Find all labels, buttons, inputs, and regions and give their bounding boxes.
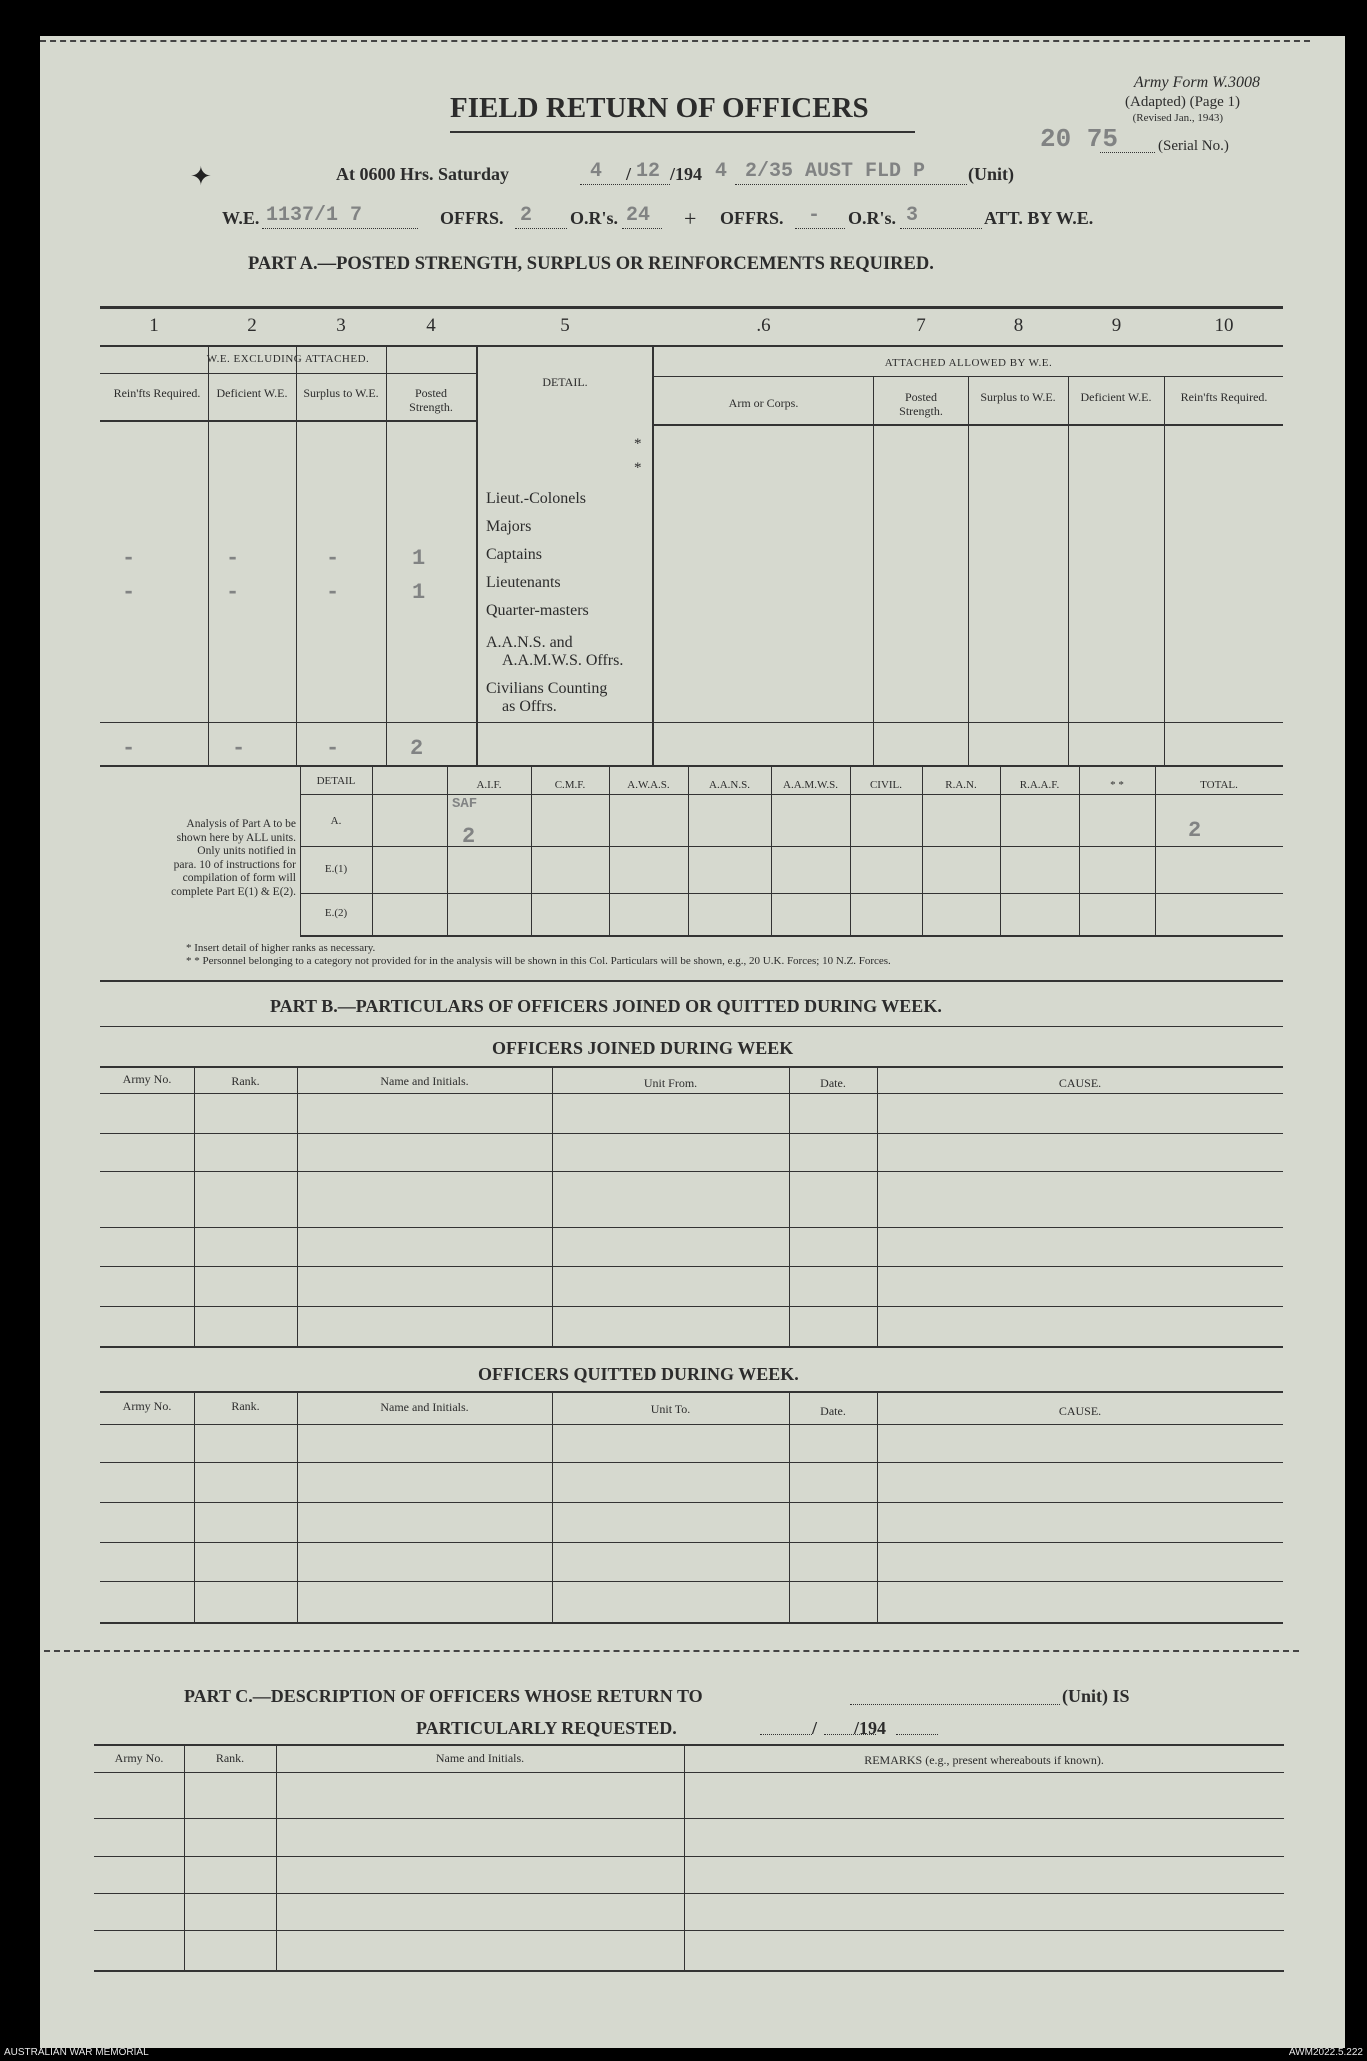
part-a-title: PART A.—POSTED STRENGTH, SURPLUS OR REINFORCEMENTS REQUIRED. xyxy=(248,254,934,274)
stamp-capt-surplus: - xyxy=(326,546,340,571)
serial-stamp: 20 75 xyxy=(1040,124,1119,154)
title-underline xyxy=(450,131,915,133)
analysis-col-other: * * xyxy=(1110,779,1124,791)
joined-title: OFFICERS JOINED DURING WEEK xyxy=(492,1038,794,1058)
we-stamp: 1137/1 7 xyxy=(266,204,363,227)
rank-aans: A.A.N.S. and xyxy=(486,634,573,651)
unit-dots xyxy=(735,184,967,185)
quitted-header-rank: Rank. xyxy=(231,1399,260,1413)
header-posted-strength: Posted Strength. xyxy=(409,386,453,414)
top-cut-line xyxy=(40,40,1310,42)
part-c-header-rank: Rank. xyxy=(215,1751,245,1765)
col-number-6: .6 xyxy=(756,315,771,336)
joined-header-army-no: Army No. xyxy=(122,1072,172,1086)
analysis-col-ran: R.A.N. xyxy=(945,779,977,791)
analysis-row-e1: E.(1) xyxy=(324,863,348,875)
part-b-title: PART B.—PARTICULARS OF OFFICERS JOINED OR QUITTED DURING WEEK. xyxy=(270,996,942,1016)
footnote-1: * Insert detail of higher ranks as necessary. xyxy=(186,942,376,954)
year-prefix: /194 xyxy=(670,164,703,184)
we-dots xyxy=(262,228,418,229)
analysis-row-e2: E.(2) xyxy=(324,907,348,919)
part-c-line2-prefix: PARTICULARLY REQUESTED. xyxy=(416,1718,677,1738)
header-arm-or-corps: Arm or Corps. xyxy=(728,396,799,410)
part-c-line1-prefix: PART C.—DESCRIPTION OF OFFICERS WHOSE RETURN TO xyxy=(184,1686,703,1706)
serial-label: (Serial No.) xyxy=(1158,138,1229,154)
analysis-note: Analysis of Part A to be shown here by ALL units. Only units notified in para. 10 of instructions for compilation of form will complete Part E(1) & E(2). xyxy=(171,818,296,898)
rank-majors: Majors xyxy=(486,518,532,535)
stamp-lieut-posted: 1 xyxy=(412,580,426,605)
header-surplus: Surplus to W.E. xyxy=(303,386,379,400)
analysis-col-aans: A.A.N.S. xyxy=(709,779,750,791)
quitted-title: OFFICERS QUITTED DURING WEEK. xyxy=(478,1364,799,1384)
analysis-row-a: A. xyxy=(330,815,342,827)
header-deficient: Deficient W.E. xyxy=(216,386,288,400)
stamp-total-reinf: - xyxy=(122,736,136,761)
analysis-col-aif: A.I.F. xyxy=(476,779,502,791)
stamp-lieut-reinf: - xyxy=(122,580,136,605)
form-id-line3: (Revised Jan., 1943) xyxy=(1132,112,1223,124)
rank-aamws: A.A.M.W.S. Offrs. xyxy=(502,652,624,669)
day-stamp: 4 xyxy=(590,160,603,183)
analysis-detail-header: DETAIL xyxy=(316,775,356,787)
joined-header-unit-from: Unit From. xyxy=(643,1076,698,1090)
footer-right: AWM2022.5.222 xyxy=(1288,2047,1363,2058)
part-c-header-name: Name and Initials. xyxy=(435,1751,525,1765)
part-a-top-rule xyxy=(100,306,1283,309)
att-label: ATT. BY W.E. xyxy=(984,208,1094,228)
total-value-stamp: 2 xyxy=(1188,818,1202,843)
offrs1-label: OFFRS. xyxy=(440,208,504,228)
rank-lieutenants: Lieutenants xyxy=(486,574,561,591)
month-stamp: 12 xyxy=(636,160,661,183)
quitted-header-army-no: Army No. xyxy=(122,1399,172,1413)
plus-sign: + xyxy=(684,206,697,231)
part-c-year-dots xyxy=(896,1734,938,1735)
analysis-col-raaf: R.A.A.F. xyxy=(1019,779,1060,791)
unit-stamp: 2/35 AUST FLD P xyxy=(745,160,926,183)
joined-header-date: Date. xyxy=(820,1076,846,1090)
group-header-right: ATTACHED ALLOWED BY W.E. xyxy=(884,357,1053,369)
part-c-line1-suffix: (Unit) IS xyxy=(1062,1686,1130,1706)
year-digit-stamp: 4 xyxy=(715,160,728,183)
col-number-10: 10 xyxy=(1214,315,1234,336)
col-number-7: 7 xyxy=(916,315,926,336)
we-label: W.E. xyxy=(222,208,260,228)
col-number-9: 9 xyxy=(1111,315,1122,336)
header-posted-strength-att: Posted Strength. xyxy=(899,390,943,418)
serial-dots xyxy=(1100,152,1155,153)
stamp-capt-deficient: - xyxy=(226,546,240,571)
col-number-1: 1 xyxy=(149,315,159,336)
rank-captains: Captains xyxy=(486,546,542,563)
col-number-3: 3 xyxy=(336,315,346,336)
joined-header-cause: CAUSE. xyxy=(1058,1076,1102,1090)
joined-header-rank: Rank. xyxy=(231,1074,260,1088)
ors1-dots xyxy=(622,228,662,229)
stamp-capt-reinf: - xyxy=(122,546,136,571)
ink-mark: ✦ xyxy=(190,162,212,191)
rank-civilians-2: as Offrs. xyxy=(502,698,557,715)
rank-lieut-colonels: Lieut.-Colonels xyxy=(486,490,586,507)
quitted-header-unit-to: Unit To. xyxy=(650,1402,691,1416)
col-number-2: 2 xyxy=(247,315,257,336)
stamp-capt-posted: 1 xyxy=(412,546,426,571)
asterisk-1: * xyxy=(634,436,642,452)
header-deficient-att: Deficient W.E. xyxy=(1080,390,1152,404)
unit-label: (Unit) xyxy=(968,164,1014,184)
ors2-dots xyxy=(900,228,982,229)
aif-stamp: SAF xyxy=(452,796,478,812)
analysis-col-cmf: C.M.F. xyxy=(554,779,586,791)
part-c-header-remarks: REMARKS (e.g., present whereabouts if known). xyxy=(864,1753,1104,1767)
asterisk-2: * xyxy=(634,460,642,476)
part-c-cut-line xyxy=(44,1650,1299,1652)
part-c-header-army-no: Army No. xyxy=(114,1751,164,1765)
footer-left: AUSTRALIAN WAR MEMORIAL xyxy=(4,2047,149,2058)
stamp-total-deficient: - xyxy=(232,736,246,761)
quitted-header-cause: CAUSE. xyxy=(1058,1404,1102,1418)
ors1-stamp: 24 xyxy=(626,204,651,227)
col-number-4: 4 xyxy=(426,315,436,336)
part-c-year: /194 xyxy=(854,1718,887,1738)
stamp-total-surplus: - xyxy=(326,736,340,761)
offrs2-stamp: - xyxy=(808,204,821,227)
header-reinforcements-att: Rein'fts Required. xyxy=(1180,390,1268,404)
form-id-line1: Army Form W.3008 xyxy=(1133,74,1260,91)
ors2-label: O.R's. xyxy=(848,208,897,228)
offrs1-stamp: 2 xyxy=(520,204,533,227)
quitted-header-name: Name and Initials. xyxy=(380,1400,469,1414)
date-dots xyxy=(580,184,670,185)
analysis-col-aamws: A.A.M.W.S. xyxy=(783,779,838,791)
footnote-2: * * Personnel belonging to a category not provided for in the analysis will be shown in this Col. Particulars will be shown, e.g., 20 U.K. Forces; 10 N.Z. Forces. xyxy=(186,955,891,967)
stamp-total-posted: 2 xyxy=(410,736,424,761)
group-header-left: W.E. EXCLUDING ATTACHED. xyxy=(206,353,370,365)
analysis-col-total: TOTAL. xyxy=(1200,779,1238,791)
ors1-label: O.R's. xyxy=(570,208,619,228)
analysis-col-awas: A.W.A.S. xyxy=(627,779,670,791)
joined-header-name: Name and Initials. xyxy=(380,1074,469,1088)
col-number-8: 8 xyxy=(1013,315,1024,336)
analysis-col-civil: CIVIL. xyxy=(869,779,903,791)
detail-header: DETAIL. xyxy=(542,375,588,389)
stamp-lieut-surplus: - xyxy=(326,580,340,605)
aif-value-stamp: 2 xyxy=(462,824,476,849)
header-reinforcements-required: Rein'fts Required. xyxy=(113,386,201,400)
ors2-stamp: 3 xyxy=(906,204,919,227)
offrs2-dots xyxy=(795,228,845,229)
part-c-unit-dots xyxy=(850,1704,1060,1705)
part-c-day-dots xyxy=(760,1734,812,1735)
header-surplus-att: Surplus to W.E. xyxy=(980,390,1056,404)
header-prefix: At 0600 Hrs. Saturday xyxy=(336,164,510,184)
form-id-line2: (Adapted) (Page 1) xyxy=(1125,94,1240,110)
offrs2-label: OFFRS. xyxy=(720,208,784,228)
rank-civilians: Civilians Counting xyxy=(486,680,608,697)
col-number-5: 5 xyxy=(560,315,570,336)
form-title: FIELD RETURN OF OFFICERS xyxy=(450,92,869,124)
quitted-header-date: Date. xyxy=(820,1404,846,1418)
offrs1-dots xyxy=(515,228,567,229)
stamp-lieut-deficient: - xyxy=(226,580,240,605)
rank-quarter-masters: Quarter-masters xyxy=(486,602,589,619)
